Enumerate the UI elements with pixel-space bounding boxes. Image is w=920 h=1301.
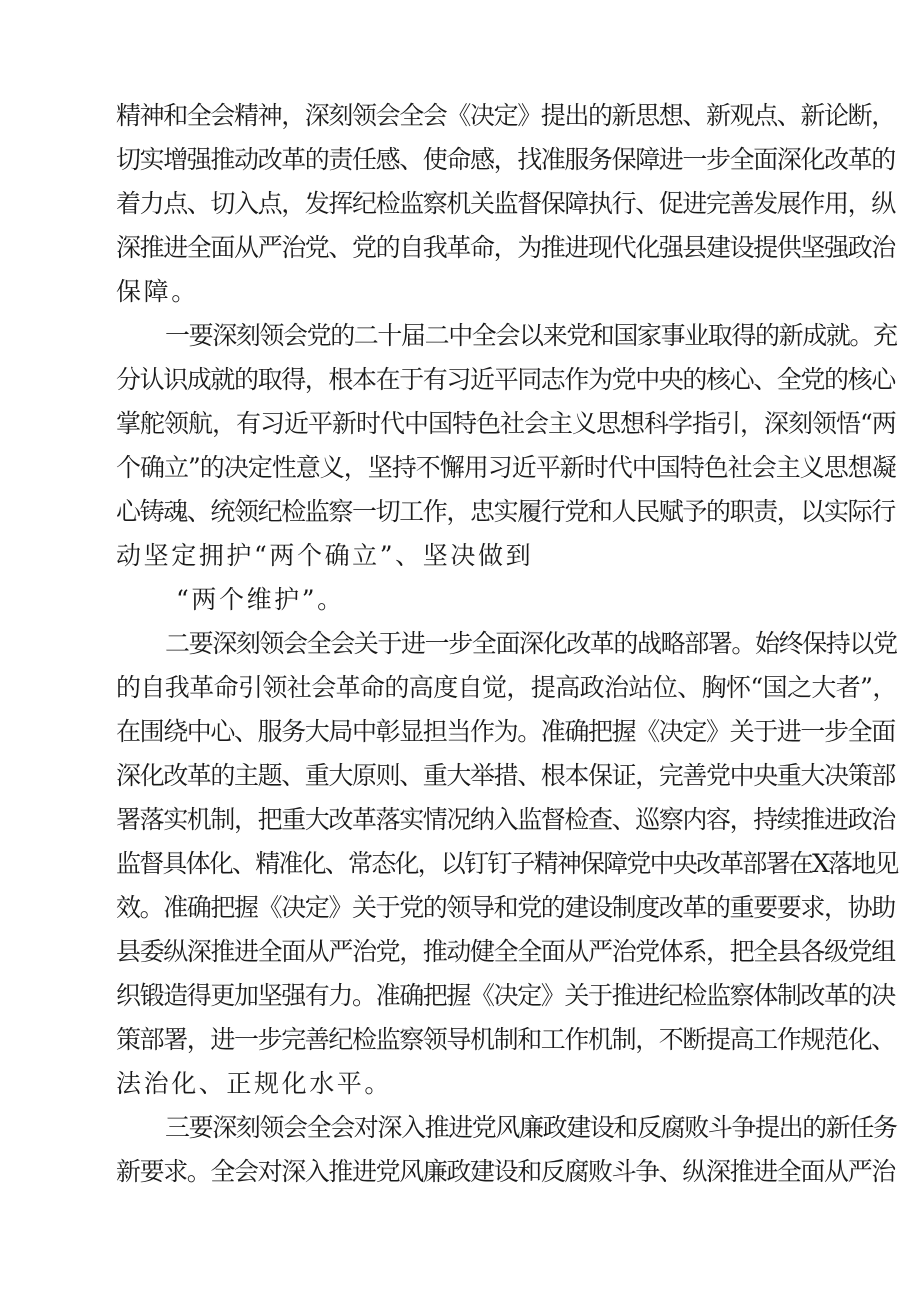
text-line: 三要深刻领会全会对深入推进党风廉政建设和反腐败斗争提出的新任务 (165, 1113, 897, 1142)
text-line: 署落实机制，把重大改革落实情况纳入监督检查、巡察内容，持续推进政治 (116, 805, 895, 834)
text-line: 精神和全会精神，深刻领会全会《决定》提出的新思想、新观点、新论断， (116, 101, 895, 130)
text-line: 二要深刻领会全会关于进一步全面深化改革的战略部署。始终保持以党 (165, 629, 897, 658)
text-line: 切实增强推动改革的责任感、使命感，找准服务保障进一步全面深化改革的 (116, 145, 895, 174)
text-line: 新要求。全会对深入推进党风廉政建设和反腐败斗争、纵深推进全面从严治 (116, 1157, 895, 1186)
text-line: 个确立”的决定性意义，坚持不懈用习近平新时代中国特色社会主义思想凝 (116, 453, 896, 482)
text-line: 效。准确把握《决定》关于党的领导和党的建设制度改革的重要要求，协助 (116, 893, 895, 922)
text-line: 动坚定拥护“两个确立”、坚决做到 (116, 541, 534, 570)
text-line: “两个维护”。 (176, 585, 345, 614)
text-line: 一要深刻领会党的二十届二中全会以来党和国家事业取得的新成就。充 (165, 321, 897, 350)
text-line: 监督具体化、精准化、常态化，以钉钉子精神保障党中央改革部署在X落地见 (116, 849, 898, 878)
text-line: 分认识成就的取得，根本在于有习近平同志作为党中央的核心、全党的核心 (116, 365, 895, 394)
text-line: 保障。 (116, 277, 199, 306)
text-line: 织锻造得更加坚强有力。准确把握《决定》关于推进纪检监察体制改革的决 (116, 981, 895, 1010)
text-line: 策部署，进一步完善纪检监察领导机制和工作机制，不断提高工作规范化、 (116, 1025, 895, 1054)
text-line: 法治化、正规化水平。 (116, 1069, 393, 1098)
text-line: 着力点、切入点，发挥纪检监察机关监督保障执行、促进完善发展作用，纵 (116, 189, 895, 218)
text-line: 掌舵领航，有习近平新时代中国特色社会主义思想科学指引，深刻领悟“两 (116, 409, 896, 438)
text-line: 深化改革的主题、重大原则、重大举措、根本保证，完善党中央重大决策部 (116, 761, 895, 790)
text-line: 心铸魂、统领纪检监察一切工作，忠实履行党和人民赋予的职责，以实际行 (116, 497, 895, 526)
text-line: 县委纵深推进全面从严治党，推动健全全面从严治党体系，把全县各级党组 (116, 937, 895, 966)
text-line: 在围绕中心、服务大局中彰显担当作为。准确把握《决定》关于进一步全面 (116, 717, 895, 746)
text-line: 的自我革命引领社会革命的高度自觉，提高政治站位、胸怀“国之大者”， (116, 673, 897, 702)
text-line: 深推进全面从严治党、党的自我革命，为推进现代化强县建设提供坚强政治 (116, 233, 895, 262)
